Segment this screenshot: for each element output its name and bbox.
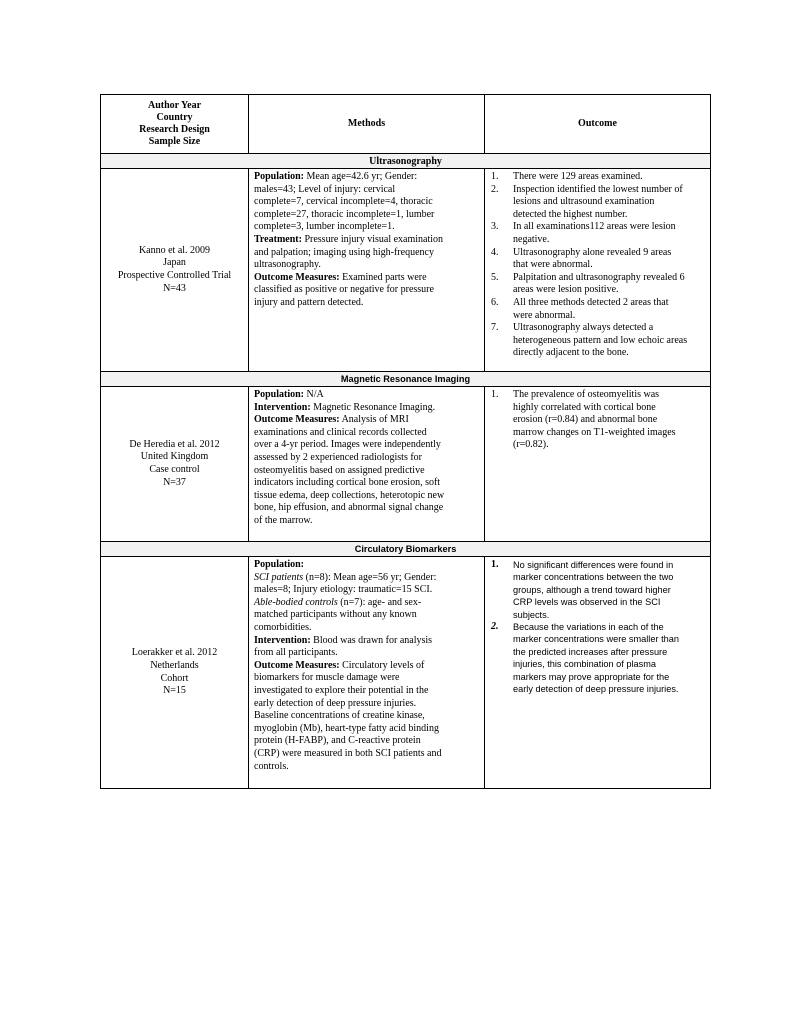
methods-cell [249, 387, 485, 542]
outcome-line: Inspection identified the lowest number of [513, 183, 683, 195]
header-methods: Methods [249, 95, 485, 154]
methods-line: and palpation; imaging using high-frequency [254, 246, 434, 258]
intervention-text: Blood was drawn for analysis [310, 634, 433, 646]
methods-line [254, 234, 480, 247]
methods-line: complete=7, cervical incomplete=4, thoracic [254, 196, 433, 208]
citation-line: Kanno et al. 2009 [138, 244, 211, 256]
study-row-de-heredia [101, 387, 711, 542]
outcome-number: 1. [491, 171, 499, 182]
methods-line [254, 272, 480, 285]
outcome-line: groups, although a trend toward higher [513, 584, 671, 595]
able-bodied-label: Able-bodied controls [254, 596, 338, 608]
section-row-ultrasonography [101, 154, 711, 169]
methods-line: assessed by 2 experienced radiologists for [254, 451, 423, 463]
outcome-item [489, 389, 707, 452]
outcome-number: 2. [491, 621, 499, 633]
outcome-line: directly adjacent to the bone. [513, 347, 629, 359]
population-label: Population: [254, 559, 305, 570]
treatment-label: Treatment: [254, 233, 302, 245]
outcome-number: 5. [491, 271, 499, 283]
methods-line: complete=3, lumber incomplete=1. [254, 221, 395, 233]
methods-line: ultrasonography. [254, 259, 321, 271]
methods-line: Baseline concentrations of creatine kinase, [254, 710, 425, 722]
methods-line: indicators including cortical bone erosion, soft [254, 477, 441, 489]
outcome-line: Ultrasonography always detected a [513, 322, 654, 334]
methods-line [254, 635, 480, 648]
methods-line [254, 171, 480, 184]
citation-line: N=15 [163, 685, 186, 697]
methods-line [254, 660, 480, 673]
treatment-text: Pressure injury visual examination [301, 233, 444, 245]
outcome-line: (r=0.82). [513, 439, 549, 451]
population-label: Population: [254, 389, 305, 400]
methods-line: males=8; Injury etiology: traumatic=15 SCI. [254, 584, 433, 596]
outcome-item [489, 221, 707, 246]
outcome-measures-label: Outcome Measures: [254, 659, 340, 671]
methods-line: biomarkers for muscle damage were [254, 672, 400, 684]
header-author-line: Country [156, 112, 193, 123]
outcome-number: 1. [491, 389, 499, 400]
outcome-number: 3. [491, 221, 499, 233]
methods-line: matched participants without any known [254, 609, 417, 621]
evidence-table [100, 94, 711, 789]
outcome-item [489, 184, 707, 222]
methods-line: comorbidities. [254, 621, 312, 633]
outcome-item [489, 171, 707, 184]
citation-line: De Heredia et al. 2012 [129, 438, 220, 450]
citation-line: Loerakker et al. 2012 [131, 647, 218, 659]
measures-text: Examined parts were [339, 271, 427, 283]
outcome-line: marker concentrations between the two [513, 572, 674, 583]
section-row-mri [101, 372, 711, 387]
outcome-line: Palpitation and ultrasonography revealed 6 [513, 271, 685, 283]
outcome-number: 4. [491, 246, 499, 258]
header-row [101, 95, 711, 154]
outcome-line: negative. [513, 233, 550, 245]
outcome-line: heterogeneous pattern and low echoic areas [513, 334, 688, 346]
outcome-number: 7. [491, 322, 499, 334]
outcome-number: 2. [491, 183, 499, 195]
intervention-label: Intervention: [254, 634, 311, 646]
outcome-measures-label: Outcome Measures: [254, 414, 340, 426]
population-text: N/A [304, 389, 324, 400]
outcome-line: CRP levels was observed in the SCI [513, 597, 661, 608]
outcome-number: 1. [491, 559, 499, 570]
outcome-line: areas were lesion positive. [513, 284, 619, 296]
methods-line: over a 4-yr period. Images were independently [254, 439, 441, 451]
outcome-line: lesions and ultrasound examination [513, 196, 655, 208]
section-title: Ultrasonography [101, 154, 711, 169]
outcome-line: erosion (r=0.84) and abnormal bone [513, 414, 658, 426]
outcome-line: Ultrasonography alone revealed 9 areas [513, 246, 672, 258]
methods-line: males=43; Level of injury: cervical [254, 183, 396, 195]
sci-text: (n=8): Mean age=56 yr; Gender: [303, 571, 437, 583]
methods-line [254, 402, 480, 415]
citation-line: Prospective Controlled Trial [117, 270, 232, 281]
outcome-line: No significant differences were found in [513, 560, 674, 570]
outcome-line: Because the variations in each of the [513, 622, 664, 633]
header-author-line: Research Design [139, 124, 210, 135]
methods-line: osteomyelitis based on assigned predictive [254, 464, 425, 476]
study-row-loerakker [101, 557, 711, 789]
population-label: Population: [254, 171, 305, 182]
sci-patients-label: SCI patients [254, 571, 304, 583]
methods-line: investigated to explore their potential in the [254, 684, 429, 696]
header-author-line: Author Year [147, 100, 202, 111]
header-author-line: Sample Size [148, 136, 201, 147]
citation-line: N=43 [163, 282, 186, 294]
outcome-line: detected the highest number. [513, 208, 628, 220]
methods-line: from all participants. [254, 647, 338, 659]
outcome-line: marrow changes on T1-weighted images [513, 426, 676, 438]
citation-cell [101, 169, 249, 372]
outcome-list [489, 559, 707, 695]
outcome-item [489, 559, 707, 621]
outcome-list [489, 389, 707, 452]
header-author-cell [101, 95, 249, 154]
outcome-item [489, 247, 707, 272]
methods-line [254, 389, 480, 402]
outcome-cell [485, 169, 711, 372]
outcome-item [489, 272, 707, 297]
intervention-label: Intervention: [254, 401, 311, 413]
outcome-line: marker concentrations were smaller than [513, 634, 679, 645]
citation-line: Cohort [160, 672, 189, 684]
methods-line: injury and pattern detected. [254, 296, 364, 308]
methods-line: protein (H-FABP), and C-reactive protein [254, 735, 421, 747]
outcome-line: The prevalence of osteomyelitis was [513, 389, 660, 400]
methods-line: myoglobin (Mb), heart-type fatty acid binding [254, 722, 439, 734]
citation-line: United Kingdom [140, 451, 209, 463]
outcome-item [489, 621, 707, 695]
methods-line: bone, hip effusion, and abnormal signal change [254, 502, 444, 514]
outcome-list [489, 171, 707, 360]
population-text: Mean age=42.6 yr; Gender: [304, 171, 418, 182]
header-outcome: Outcome [485, 95, 711, 154]
citation-line: Case control [149, 464, 200, 475]
outcome-cell [485, 387, 711, 542]
outcome-line: were abnormal. [513, 309, 576, 321]
methods-line [254, 572, 480, 585]
outcome-measures-label: Outcome Measures: [254, 271, 340, 283]
measures-text: Analysis of MRI [339, 414, 409, 426]
outcome-line: subjects. [513, 609, 550, 620]
methods-line: of the marrow. [254, 514, 313, 526]
outcome-line: All three methods detected 2 areas that [513, 296, 669, 308]
citation-line: N=37 [163, 476, 186, 488]
outcome-line: markers may prove appropriate for the [513, 671, 670, 682]
outcome-cell [485, 557, 711, 789]
methods-line [254, 597, 480, 610]
outcome-line: early detection of deep pressure injuries. [513, 684, 679, 695]
methods-line: (CRP) were measured in both SCI patients and [254, 747, 442, 759]
outcome-number: 6. [491, 296, 499, 308]
outcome-line: injuries, this combination of plasma [513, 659, 656, 670]
citation-line: Netherlands [150, 659, 199, 671]
methods-line: early detection of deep pressure injuries. [254, 697, 417, 709]
outcome-item [489, 322, 707, 360]
section-row-biomarkers [101, 542, 711, 557]
methods-line: tissue edema, deep collections, heterotopic new [254, 489, 445, 501]
methods-line: controls. [254, 760, 289, 772]
methods-line: classified as positive or negative for pressure [254, 284, 434, 296]
methods-line: examinations and clinical records collected [254, 426, 427, 438]
intervention-text: Magnetic Resonance Imaging. [310, 401, 436, 413]
section-title: Circulatory Biomarkers [101, 542, 711, 557]
methods-line [254, 414, 480, 427]
methods-line [254, 559, 480, 572]
outcome-line: There were 129 areas examined. [513, 171, 643, 182]
outcome-line: In all examinations112 areas were lesion [513, 221, 676, 233]
measures-text: Circulatory levels of [339, 659, 425, 671]
citation-cell [101, 387, 249, 542]
outcome-line: that were abnormal. [513, 259, 593, 271]
citation-line: Japan [163, 257, 186, 269]
methods-cell [249, 557, 485, 789]
methods-cell [249, 169, 485, 372]
outcome-line: highly correlated with cortical bone [513, 401, 656, 413]
section-title: Magnetic Resonance Imaging [101, 372, 711, 387]
citation-cell [101, 557, 249, 789]
methods-line: complete=27, thoracic incomplete=1, lumber [254, 208, 435, 220]
outcome-line: the predicted increases after pressure [513, 646, 668, 657]
study-row-kanno [101, 169, 711, 372]
ab-text: (n=7): age- and sex- [337, 596, 422, 608]
outcome-item [489, 297, 707, 322]
